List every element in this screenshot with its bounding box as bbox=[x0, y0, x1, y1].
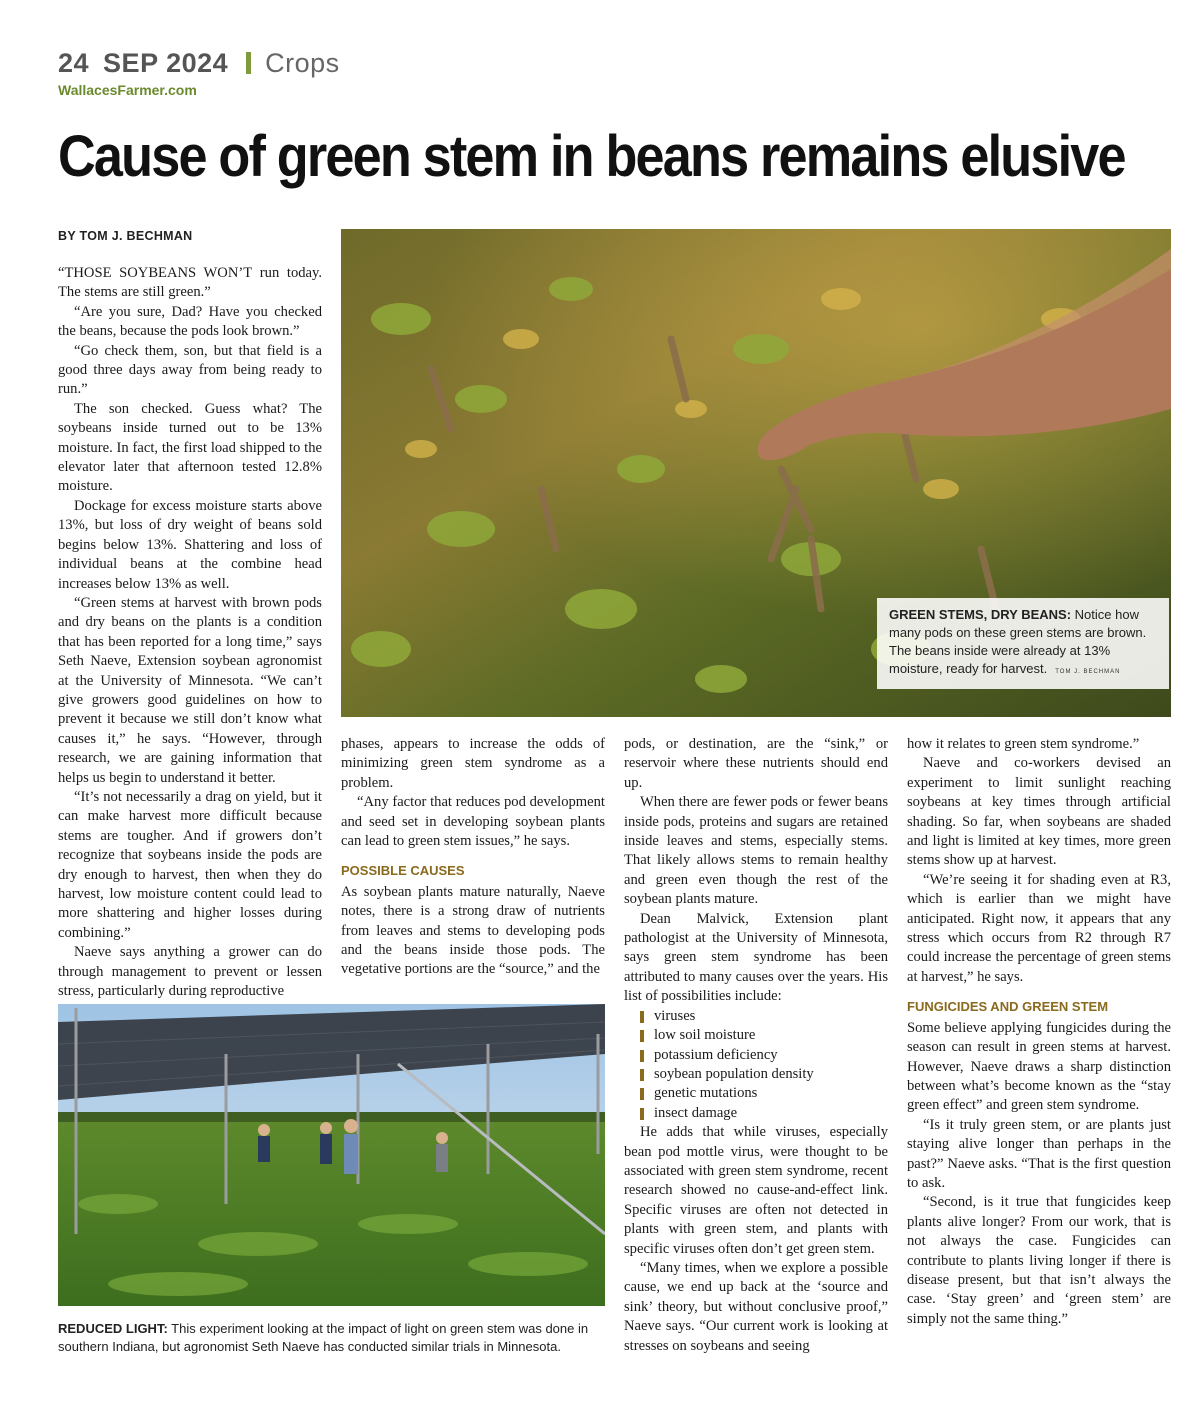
article-column-4 bbox=[907, 735, 1171, 1329]
issue-date: SEP 2024 bbox=[103, 47, 229, 78]
paragraph: Some believe applying fungicides during the season can result in green stems at harvest. However, Naeve draws a sharp distinction between what’s become known as the “stay green effect” and green stem syndrome. bbox=[907, 1019, 1171, 1114]
paragraph: Naeve and co-workers devised an experiment to limit sunlight reaching soybeans at key times through artificial shading. So far, when soybeans are shaded and light is limited at key times, more green stems show up at harvest. bbox=[907, 755, 1171, 869]
lead-paragraph bbox=[58, 264, 322, 303]
paragraph: When there are fewer pods or fewer beans inside pods, proteins and sugars are retained inside leaves and stems, especially stems. That likely allows stems to remain healthy and green even though the rest of the soybean plants mature. bbox=[624, 794, 888, 908]
shading-experiment-photo-image bbox=[58, 1004, 605, 1306]
paragraph: “We’re seeing it for shading even at R3, which is earlier than we might have anticipated. Right now, it appears that any stress which occurs from R2 through R7 could increase the percentage of green stems at harvest,” he says. bbox=[907, 871, 1171, 985]
paragraph: “It’s not necessarily a drag on yield, but it can make harvest more difficult because stems are tougher. And if growers don’t recognize that soybeans inside the pods are dry enough to harvest, then when they do harvest, low moisture content could lead to more shattering and higher losses during combining.” bbox=[58, 788, 322, 941]
caption-text: This experiment looking at the impact of light on green stem was done in southern Indiana, but agronomist Seth Naeve has conducted similar trials in Minnesota. bbox=[58, 1321, 589, 1354]
paragraph: “Go check them, son, but that field is a good three days away from being ready to run.” bbox=[58, 342, 322, 398]
folio-divider bbox=[246, 52, 251, 74]
photo-caption-reduced-light bbox=[58, 1320, 605, 1356]
list-item: low soil moisture bbox=[640, 1026, 888, 1045]
shading-experiment-photo bbox=[58, 1004, 605, 1306]
byline: BY TOM J. BECHMAN bbox=[58, 229, 193, 243]
photo-credit: TOM J. BECHMAN bbox=[1055, 669, 1121, 675]
lead-caps: “THOSE SOYBEANS WON’T bbox=[58, 265, 253, 281]
list-item: potassium deficiency bbox=[640, 1046, 888, 1065]
paragraph: “Many times, when we explore a possible cause, we end up back at the ‘source and sink’ theory, but without conclusive proof,” Naeve says. “Our current work is looking at stresses on soybeans and seeing bbox=[624, 1259, 888, 1354]
section-heading: POSSIBLE CAUSES bbox=[341, 863, 465, 879]
headline: Cause of green stem in beans remains elusive bbox=[58, 124, 1125, 189]
section-heading: FUNGICIDES AND GREEN STEM bbox=[907, 999, 1109, 1015]
photo-caption-green-stems bbox=[877, 598, 1169, 689]
caption-label: GREEN STEMS, DRY BEANS: bbox=[889, 607, 1072, 622]
caption-label: REDUCED LIGHT: bbox=[58, 1321, 168, 1336]
article-column-1 bbox=[58, 264, 322, 1001]
paragraph: pods, or destination, are the “sink,” or reservoir where these nutrients should end up. bbox=[624, 736, 888, 791]
list-item: insect damage bbox=[640, 1104, 888, 1123]
causes-list bbox=[624, 1007, 888, 1123]
paragraph: As soybean plants mature naturally, Naeve notes, there is a strong draw of nutrients from leaves and stems to developing pods and the beans inside those pods. The vegetative portions are the “source,” and the bbox=[341, 883, 605, 978]
list-item: soybean population density bbox=[640, 1065, 888, 1084]
paragraph: “Any factor that reduces pod development and seed set in developing soybean plants can lead to green stem issues,” he says. bbox=[341, 794, 605, 850]
site-name: WallacesFarmer.com bbox=[58, 82, 197, 98]
paragraph: “Second, is it true that fungicides keep plants alive longer? From our work, that is not always the case. Fungicides can contribute to plants living longer if there is disease present, but that isn’t always the case. ‘Stay green’ and ‘green stem’ are simply not the same thing.” bbox=[907, 1194, 1171, 1327]
paragraph: “Is it truly green stem, or are plants just staying alive longer than perhaps in the past?” Naeve asks. “That is the first question to ask. bbox=[907, 1116, 1171, 1191]
section-name: Crops bbox=[265, 47, 340, 78]
caption-text: Notice how many pods on these green stems are brown. The beans inside were already at 13% moisture, ready for harvest. bbox=[889, 607, 1147, 676]
page-folio bbox=[58, 46, 340, 80]
article-column-2 bbox=[341, 735, 605, 980]
page-number: 24 bbox=[58, 47, 90, 78]
list-item: genetic mutations bbox=[640, 1084, 888, 1103]
paragraph: The son checked. Guess what? The soybeans inside turned out to be 13% moisture. In fact, the first load shipped to the elevator later that afternoon tested 12.8% moisture. bbox=[58, 400, 322, 495]
paragraph: Naeve says anything a grower can do through management to prevent or lessen stress, particularly during reproductive bbox=[58, 944, 322, 1000]
paragraph: “Are you sure, Dad? Have you checked the beans, because the pods look brown.” bbox=[58, 303, 322, 340]
article-column-3 bbox=[624, 735, 888, 1356]
paragraph: Dockage for excess moisture starts above 13%, but loss of dry weight of beans sold begins below 13%. Shattering and loss of individual beans at the combine head increases below 13% as well. bbox=[58, 497, 322, 592]
list-item: viruses bbox=[640, 1007, 888, 1026]
paragraph: Dean Malvick, Extension plant pathologist at the University of Minnesota, says green stem syndrome has been attributed to many causes over the years. His list of possibilities include: bbox=[624, 910, 888, 1005]
lead-rest: run today. The stems are still green.” bbox=[58, 265, 323, 301]
paragraph: “Green stems at harvest with brown pods and dry beans on the plants is a condition that has been reported for a long time,” says Seth Naeve, Extension soybean agronomist at the University of Minnesota. “We can’t give growers good guidelines on how to prevent it because we still don’t know what causes it,” he says. “However, through research, we are gaining information that helps us begin to understand it better. bbox=[58, 594, 322, 786]
paragraph: He adds that while viruses, especially bean pod mottle virus, were thought to be associated with green stem syndrome, recent research showed no cause-and-effect link. Specific viruses are often not detected in plants with green stem, and plants with specific viruses often don’t get green stem. bbox=[624, 1124, 888, 1257]
paragraph: phases, appears to increase the odds of minimizing green stem syndrome as a problem. bbox=[341, 736, 605, 791]
paragraph: how it relates to green stem syndrome.” bbox=[907, 736, 1140, 752]
